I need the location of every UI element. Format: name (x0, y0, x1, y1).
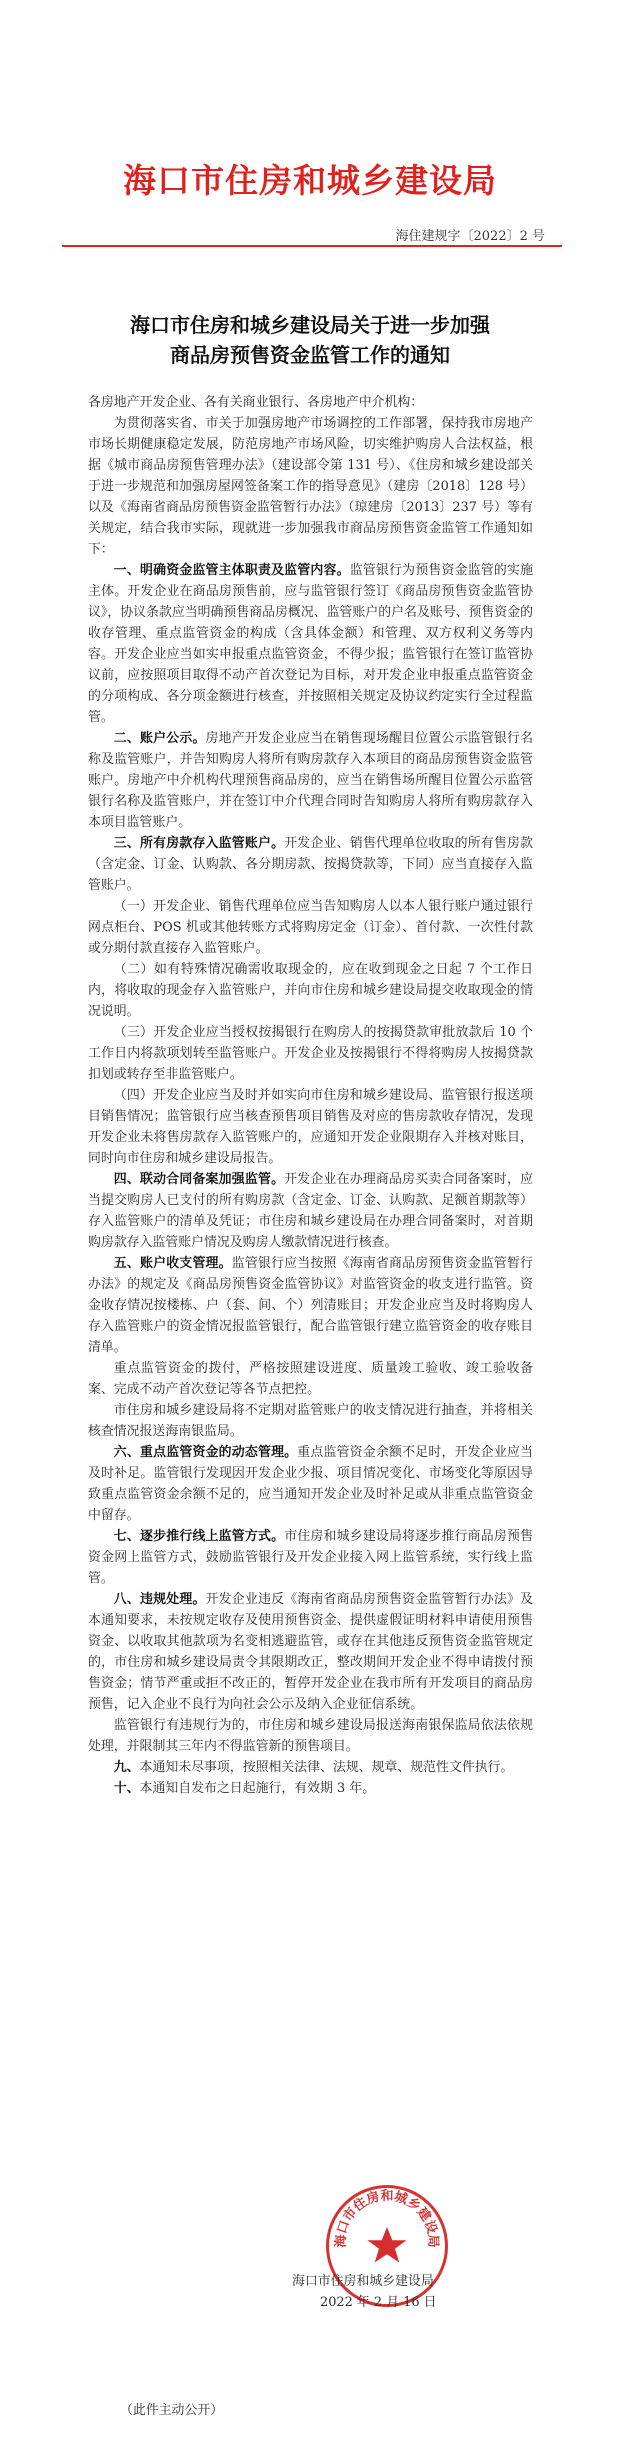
section-8-text: 开发企业违反《海南省商品房预售资金监管暂行办法》及本通知要求，未按规定收存及使用预售资金、提供虚假证明材料申请使用预售资金、以收取其他款项为名变相逃避监管，或存在其他违反预售资金监管规定的，市住房和城乡建设局责令其限期改正，整改期间开发企业不得申请拨付预售资金；情节严重或拒不改正的，暂停开发企业在我市所有开发项目的商品房预售，记入企业不良行为向社会公示及纳入企业征信系统。 (88, 1592, 534, 1712)
section-5-paragraph-2: 重点监管资金的拨付，严格按照建设进度、质量竣工验收、竣工验收备案、完成不动产首次登记等各节点把控。 (88, 1361, 533, 1397)
notice-body (88, 392, 533, 1799)
section-7 (88, 1526, 533, 1589)
section-10-text: 本通知自发布之日起施行，有效期 3 年。 (139, 1781, 376, 1796)
section-7-heading: 七、逐步推行线上监管方式。 (113, 1529, 285, 1544)
section-9-heading: 九、 (113, 1760, 140, 1775)
intro-paragraph: 为贯彻落实省、市关于加强房地产市场调控的工作部署，保持我市房地产市场长期健康稳定发展，防范房地产市场风险，切实维护购房人合法权益，根据《城市商品房预售管理办法》（建设部令第 131 号）、《住房和城乡建设部关于进一步规范和加强房屋网签备案工作的指导意见》（建房〔2018〕128 号）以及《海南省商品房预售资金监管暂行办法》（琼建房〔2013〕237 号）等有关规定，结合我市实际，现就进一步加强我市商品房预售资金监管工作通知如下： (88, 416, 533, 557)
section-3-item-3: （三）开发企业应当授权按揭银行在购房人的按揭贷款审批放款后 10 个工作日内将款项划转至监管账户。开发企业及按揭银行不得将购房人按揭贷款扣划或转存至非监管账户。 (88, 1025, 533, 1082)
bureau-header-title: 海口市住房和城乡建设局 (123, 161, 497, 200)
section-4-text: 开发企业在办理商品房买卖合同备案时，应当提交购房人已支付的所有购房款（含定金、订金、认购款、足额首期款等）存入监管账户的清单及凭证；市住房和城乡建设局在办理合同备案时，对首期购房款存入监管账户情况及购房人缴款情况进行核查。 (88, 1172, 534, 1250)
section-1-text: 监管银行为预售资金监管的实施主体。开发企业在商品房预售前，应与监管银行签订《商品房预售资金监管协议》，协议条款应当明确预售商品房概况、监管账户的户名及账号、预售资金的收存管理、重点监管资金的构成（含具体金额）和管理、双方权利义务等内容。开发企业应当如实申报重点监管资金，不得少报；监管银行在签订监管协议前，应按照项目取得不动产首次登记为目标，对开发企业申报重点监管资金的分项构成、各分项金额进行核查，并按照相关规定及协议约定实行全过程监管。 (88, 563, 534, 725)
section-5-text: 监管银行应当按照《海南省商品房预售资金监管暂行办法》的规定及《商品房预售资金监管协议》对监管资金的收支进行监管。资金收存情况按楼栋、户（套、间、个）列清账目；开发企业应当及时将购房人存入监管账户的资金情况报监管银行，配合监管银行建立监管资金的收存账目清单。 (88, 1256, 534, 1355)
section-3-item-2: （二）如有特殊情况确需收取现金的，应在收到现金之日起 7 个工作日内，将收取的现金存入监管账户，并向市住房和城乡建设局提交收取现金的情况说明。 (88, 962, 533, 1019)
notice-title-line1: 海口市住房和城乡建设局关于进一步加强 (130, 313, 490, 337)
notice-title-line2: 商品房预售资金监管工作的通知 (170, 343, 450, 367)
section-2 (88, 728, 533, 833)
section-3-heading: 三、所有房款存入监管账户。 (113, 836, 285, 851)
document-number: 海住建规字〔2022〕2 号 (395, 229, 545, 244)
section-10 (88, 1778, 533, 1799)
section-6-heading: 六、重点监管资金的动态管理。 (113, 1445, 298, 1460)
section-2-text: 房地产开发企业应当在销售现场醒目位置公示监管银行名称及监管账户，并告知购房人将所有购房款存入本项目的商品房预售资金监管账户。房地产中介机构代理预售商品房的，应当在销售场所醒目位置公示监管银行名称及监管账户，并在签订中介代理合同时告知购房人将所有购房款存入本项目监管账户。 (88, 731, 534, 830)
section-5 (88, 1253, 533, 1358)
section-6 (88, 1442, 533, 1526)
section-3-item-1: （一）开发企业、销售代理单位应当告知购房人以本人银行账户通过银行网点柜台、POS 机或其他转账方式将购房定金（订金）、首付款、一次性付款或分期付款直接存入监管账户。 (88, 899, 533, 956)
section-3 (88, 833, 533, 896)
section-6-text: 重点监管资金余额不足时，开发企业应当及时补足。监管银行发现因开发企业少报、项目情况变化、市场变化等原因导致重点监管资金余额不足的，应当通知开发企业及时补足或从非重点监管资金中留存。 (88, 1445, 534, 1523)
signature-date: 2022 年 2 月 16 日 (320, 2295, 437, 2310)
section-7-text: 市住房和城乡建设局将逐步推行商品房预售资金网上监管方式，鼓励监管银行及开发企业接入网上监管系统，实行线上监管。 (88, 1529, 534, 1586)
section-3-text: 开发企业、销售代理单位收取的所有售房款（含定金、订金、认购款、各分期房款、按揭贷款等，下同）应当直接存入监管账户。 (88, 836, 534, 893)
section-9-text: 本通知未尽事项，按照相关法律、法规、规章、规范性文件执行。 (139, 1760, 514, 1775)
notice-title (60, 310, 560, 370)
section-2-heading: 二、账户公示。 (113, 731, 206, 746)
section-1 (88, 560, 533, 728)
section-5-paragraph-3: 市住房和城乡建设局将不定期对监管账户的收支情况进行抽查，并将相关核查情况报送海南银监局。 (88, 1403, 533, 1439)
signature-block (292, 2271, 492, 2313)
section-4 (88, 1169, 533, 1253)
section-8-heading: 八、违规处理。 (113, 1592, 206, 1607)
section-1-heading: 一、明确资金监管主体职责及监管内容。 (113, 563, 350, 578)
seal-star-icon (368, 2227, 407, 2263)
public-disclosure-note: （此件主动公开） (120, 2403, 224, 2418)
section-8-paragraph-2: 监管银行有违规行为的，市住房和城乡建设局报送海南银保监局依法依规处理，并限制其三年内不得监管新的预售项目。 (88, 1718, 533, 1754)
red-separator-line (62, 245, 562, 247)
signature-organization: 海口市住房和城乡建设局 (292, 2274, 434, 2289)
section-8 (88, 1589, 533, 1715)
seal-text-path: 海口市住房和城乡建设局 (333, 2188, 441, 2248)
section-10-heading: 十、 (113, 1781, 140, 1796)
section-4-heading: 四、联动合同备案加强监管。 (113, 1172, 285, 1187)
section-5-heading: 五、账户收支管理。 (113, 1256, 232, 1271)
section-3-item-4: （四）开发企业应当及时并如实向市住房和城乡建设局、监管银行报送项目销售情况；监管银行应当核查预售项目销售及对应的售房款收存情况，发现开发企业未将售房款存入监管账户的，应通知开发企业限期存入并核对账目，同时向市住房和城乡建设局报告。 (88, 1088, 533, 1166)
section-9 (88, 1757, 533, 1778)
salutation: 各房地产开发企业、各有关商业银行、各房地产中介机构： (88, 395, 424, 410)
